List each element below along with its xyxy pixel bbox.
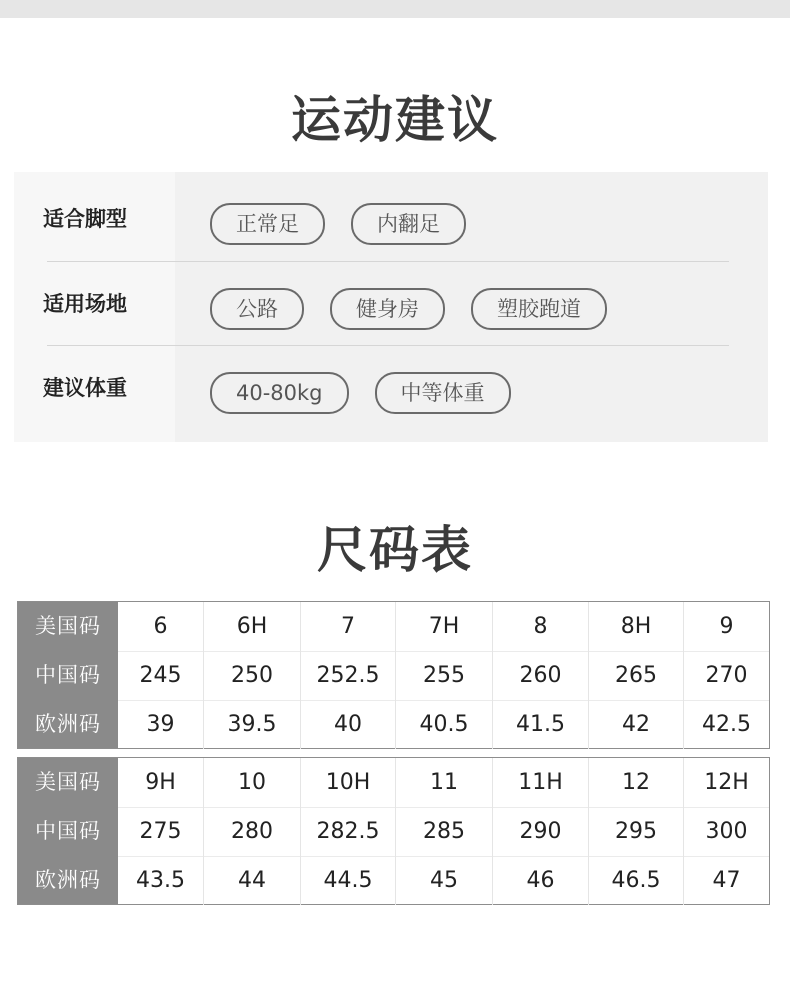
tag-group	[210, 288, 607, 330]
size-cells	[118, 758, 769, 807]
size-cell: 39.5	[203, 700, 300, 749]
tag: 健身房	[330, 288, 445, 330]
size-cell: 255	[395, 651, 492, 700]
size-cell: 265	[588, 651, 683, 700]
size-cell: 39	[146, 712, 175, 737]
size-cell: 11H	[492, 758, 588, 807]
advice-row-label: 建议体重	[43, 376, 127, 400]
size-cell: 10	[203, 758, 300, 807]
tag: 40-80kg	[210, 372, 349, 414]
size-cell: 40.5	[395, 700, 492, 749]
size-row-us	[18, 758, 769, 807]
advice-panel	[14, 172, 768, 442]
size-cell: 44	[203, 856, 300, 905]
size-cell: 41.5	[492, 700, 588, 749]
size-cell: 245	[139, 663, 182, 688]
size-cell: 6H	[203, 602, 300, 651]
size-cell: 44.5	[300, 856, 395, 905]
advice-title: 运动建议	[291, 91, 499, 149]
size-cell: 42.5	[683, 700, 769, 749]
size-cell: 8	[492, 602, 588, 651]
size-cell: 290	[492, 807, 588, 856]
size-cell: 8H	[588, 602, 683, 651]
size-cells	[118, 807, 769, 856]
row-header: 中国码	[35, 819, 101, 843]
size-cell: 12H	[683, 758, 769, 807]
size-cells	[118, 602, 769, 651]
advice-row-label: 适合脚型	[43, 207, 127, 231]
size-table	[17, 601, 770, 749]
top-divider-band	[0, 0, 790, 18]
size-cells	[118, 651, 769, 700]
advice-row-weight	[14, 346, 768, 430]
tag: 内翻足	[351, 203, 466, 245]
size-cell: 9	[683, 602, 769, 651]
advice-row-foot-type	[14, 177, 768, 261]
tag: 中等体重	[375, 372, 511, 414]
size-cell: 43.5	[136, 868, 185, 893]
size-cell: 46.5	[588, 856, 683, 905]
size-cell: 45	[395, 856, 492, 905]
size-cells	[118, 856, 769, 905]
size-cell: 40	[300, 700, 395, 749]
tag: 正常足	[210, 203, 325, 245]
size-cell: 47	[683, 856, 769, 905]
size-cell: 260	[492, 651, 588, 700]
size-cell: 12	[588, 758, 683, 807]
size-cell: 270	[683, 651, 769, 700]
size-cell: 46	[492, 856, 588, 905]
size-chart-title: 尺码表	[317, 521, 473, 579]
size-cell: 275	[139, 819, 182, 844]
size-cell: 282.5	[300, 807, 395, 856]
size-row-eu	[18, 700, 769, 749]
row-header: 美国码	[35, 770, 101, 794]
row-header: 欧洲码	[35, 712, 101, 736]
size-cell: 280	[203, 807, 300, 856]
tag: 塑胶跑道	[471, 288, 607, 330]
row-header: 美国码	[35, 614, 101, 638]
size-cell: 295	[588, 807, 683, 856]
size-row-cn	[18, 807, 769, 856]
size-cells	[118, 700, 769, 749]
size-cell: 252.5	[300, 651, 395, 700]
size-row-eu	[18, 856, 769, 905]
size-cell: 42	[588, 700, 683, 749]
row-header: 欧洲码	[35, 868, 101, 892]
size-cell: 11	[395, 758, 492, 807]
tag: 公路	[210, 288, 304, 330]
size-cell: 6	[153, 614, 168, 639]
size-cell: 7	[300, 602, 395, 651]
advice-row-terrain	[14, 262, 768, 346]
row-header: 中国码	[35, 663, 101, 687]
size-cell: 300	[683, 807, 769, 856]
size-table	[17, 757, 770, 905]
size-row-cn	[18, 651, 769, 700]
advice-row-label: 适用场地	[43, 292, 127, 316]
tag-group	[210, 372, 511, 414]
tag-group	[210, 203, 466, 245]
size-cell: 285	[395, 807, 492, 856]
size-row-us	[18, 602, 769, 651]
size-cell: 9H	[145, 770, 176, 795]
size-cell: 250	[203, 651, 300, 700]
size-cell: 7H	[395, 602, 492, 651]
size-cell: 10H	[300, 758, 395, 807]
